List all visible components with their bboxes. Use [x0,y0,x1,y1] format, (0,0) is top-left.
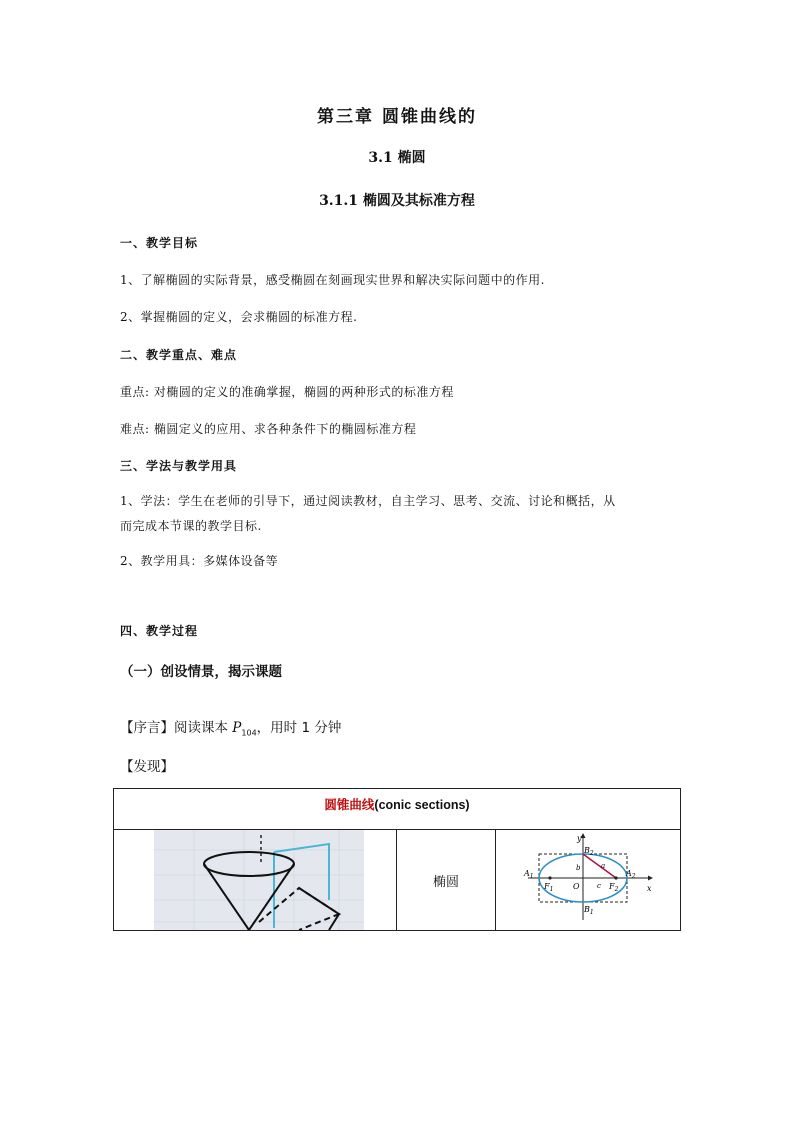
preface-line [120,716,341,738]
goal-item-1: 1、了解椭圆的实际背景，感受椭圆在刻画现实世界和解决实际问题中的作用. [120,273,545,287]
cone-figure-cell [114,830,397,931]
label-f2: $F_2$ [608,882,619,893]
preface-label: 【序言】 [120,720,174,736]
label-f1: $F_1$ [543,882,554,893]
ellipse-diagram [496,830,680,930]
label-a1: $A_1$ [523,869,534,880]
conic-row-label: 椭圆 [396,830,495,931]
subsection-title: 3.1.1 椭圆及其标准方程 [319,193,475,209]
methods-heading: 三、学法与教学用具 [120,459,238,473]
focus-f1-dot [548,876,551,879]
conic-table-title [114,789,681,830]
preface-text-a: 阅读课本 [174,720,233,736]
label-b: b [575,864,581,872]
step-1-heading: （一）创设情景，揭示课题 [120,664,282,680]
preface-text-b: ，用时 1 分钟 [256,720,342,736]
ellipse-diagram-cell [495,830,680,931]
method-item-2: 2、教学用具：多媒体设备等 [120,554,279,568]
key-points-heading: 二、教学重点、难点 [120,348,238,362]
section-title: 3.1 椭圆 [368,150,426,166]
discover-label: 【发现】 [120,759,174,775]
label-c: c [596,882,601,890]
conic-title-rest: (conic sections) [374,798,470,812]
x-axis-arrow-icon [648,876,653,881]
label-b2: $B_2$ [583,846,594,857]
method-item-1-line-2: 而完成本节课的教学目标. [120,519,262,533]
label-origin: O [572,882,580,891]
segment-a [583,854,616,878]
label-b1: $B_1$ [583,905,594,916]
y-axis-label: y [576,834,582,843]
method-item-1-line-1: 1、学法：学生在老师的引导下，通过阅读教材，自主学习、思考、交流、讨论和概括，从 [120,494,616,508]
preface-sub: 104 [241,728,257,738]
difficulty-text: 难点: 椭圆定义的应用、求各种条件下的椭圆标准方程 [120,422,417,436]
goals-heading: 一、教学目标 [120,236,199,250]
focus-f2-dot [614,876,617,879]
x-axis-label: x [646,884,652,893]
label-a2: $A_2$ [625,869,636,880]
chapter-title: 第三章 圆锥曲线的 [317,107,477,127]
goal-item-2: 2、掌握椭圆的定义，会求椭圆的标准方程. [120,310,358,324]
conic-title-red: 圆锥曲线 [324,798,375,812]
conic-table [113,788,681,931]
process-heading: 四、教学过程 [120,624,199,638]
cone-figure [114,830,394,930]
label-a: a [600,862,606,870]
preface-var: P [232,720,242,736]
focus-text: 重点: 对椭圆的定义的准确掌握，椭圆的两种形式的标准方程 [120,385,454,399]
